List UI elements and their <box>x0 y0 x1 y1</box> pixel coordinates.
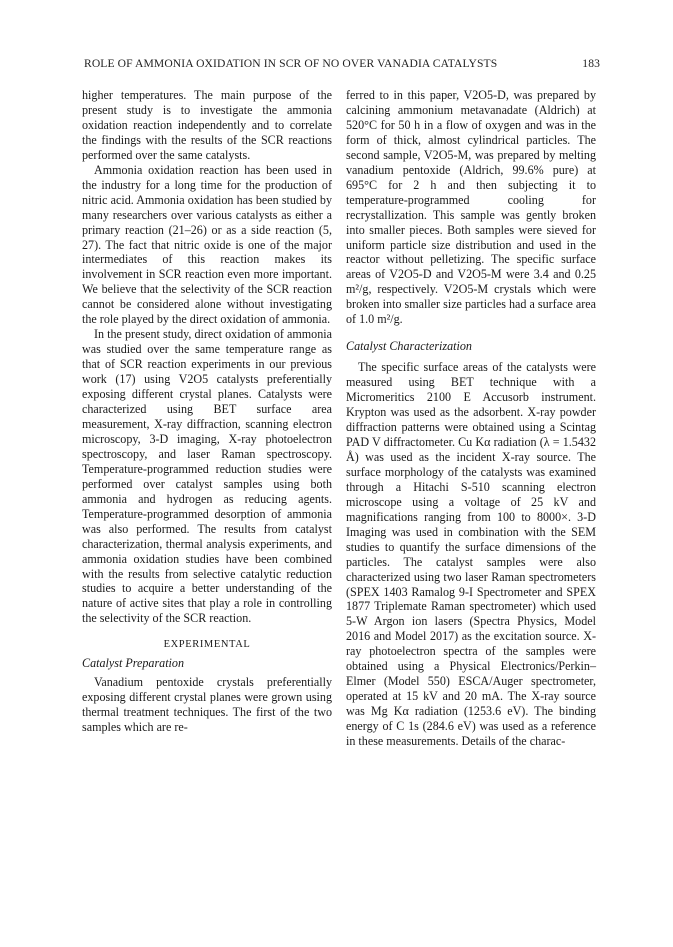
running-header <box>84 57 600 73</box>
paragraph: In the present study, direct oxidation of ammonia was studied over the same temperature range as that of SCR reaction experiments in our previous work (17) using V2O5 catalysts preferentially exposing different crystal planes. Catalysts were characterized using BET surface area measurement, X-ray diffraction, scanning electron microscopy, 3-D imaging, X-ray photoelectron spectroscopy, and laser Raman spectroscopy. Temperature-programmed reduction studies were performed over catalyst samples using both ammonia and hydrogen as reducing agents. Temperature-programmed desorption of ammonia was also performed. The results from catalyst characterization, thermal analysis experiments, and ammonia oxidation studies have been combined with the results from selective catalytic reduction studies to acquire a better understanding of the nature of active sites that play a role in controlling the selectivity of the SCR reaction. <box>82 327 332 626</box>
paragraph: The specific surface areas of the catalysts were measured using BET technique with a Micromeritics 2100 E Accusorb instrument. Krypton was used as the adsorbent. X-ray powder diffraction patterns were obtained using a Scintag PAD V diffractometer. Cu Kα radiation (λ = 1.5432 Å) was used as the incident X-ray source. The surface morphology of the catalysts was examined through a Hitachi S-510 scanning electron microscope using a voltage of 25 kV and magnifications ranging from 100 to 8000×. 3-D Imaging was used in combination with the SEM studies to quantify the surface dimensions of the particles. The catalyst samples were also characterized using two laser Raman spectrometers (SPEX 1403 Ramalog 9-I Spectrometer and SPEX 1877 Triplemate Raman spectrometer) which used 5-W Argon ion lasers (Spectra Physics, Model 2016 and Model 2017) as the excitation source. X-ray photoelectron spectra of the samples were obtained using a Physical Electronics/Perkin–Elmer (Model 550) ESCA/Auger spectrometer, operated at 15 kV and 20 mA. The X-ray source was Mg Kα radiation (1253.6 eV). The binding energy of C 1s (284.6 eV) was used as a reference in these measurements. Details of the charac- <box>346 360 596 749</box>
left-column <box>82 88 332 735</box>
right-column <box>346 88 596 749</box>
paragraph: higher temperatures. The main purpose of the present study is to investigate the ammonia oxidation reaction independently and to correlate the findings with the results of the SCR reactions performed over the same catalysts. <box>82 88 332 162</box>
section-heading: EXPERIMENTAL <box>163 639 251 651</box>
page-number: 183 <box>582 57 600 70</box>
paragraph: Vanadium pentoxide crystals preferentially exposing different crystal planes were grown using thermal treatment techniques. The first of the two samples which are re- <box>82 675 332 735</box>
running-title: ROLE OF AMMONIA OXIDATION IN SCR OF NO OVER VANADIA CATALYSTS <box>84 57 498 70</box>
subsection-heading: Catalyst Characterization <box>346 339 472 354</box>
paragraph: ferred to in this paper, V2O5-D, was prepared by calcining ammonium metavanadate (Aldrich) at 520°C for 50 h in a flow of oxygen and was in the form of thick, almost cylindrical particles. The second sample, V2O5-M, was prepared by melting vanadium pentoxide (Aldrich, 99.6% pure) at 695°C for 2 h and then subjecting it to temperature-programmed cooling for recrystallization. This sample was gently broken into smaller pieces. Both samples were sieved for uniform particle size distribution and used in the reactor without pelletizing. The specific surface areas of V2O5-D and V2O5-M were 3.4 and 0.25 m²/g, respectively. V2O5-M crystals which were broken into smaller size particles had a surface area of 1.0 m²/g. <box>346 88 596 327</box>
subsection-heading: Catalyst Preparation <box>82 656 185 671</box>
paragraph: Ammonia oxidation reaction has been used in the industry for a long time for the production of nitric acid. Ammonia oxidation has been studied by many researchers over various catalysts as either a primary reaction (21–26) or as a side reaction (5, 27). The fact that nitric oxide is one of the major intermediates of this reaction makes its involvement in SCR reaction even more important. We believe that the selectivity of the SCR reaction cannot be considered alone without investigating the role played by the direct oxidation of ammonia. <box>82 162 332 327</box>
